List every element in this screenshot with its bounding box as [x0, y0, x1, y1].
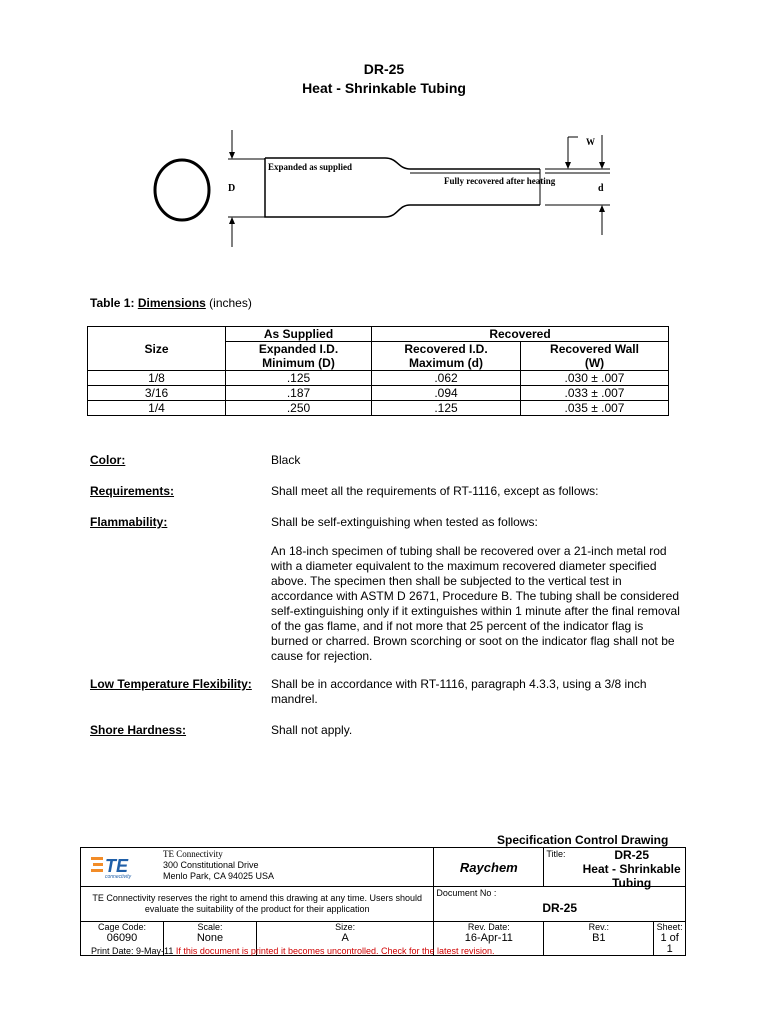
- color-value: Black: [271, 453, 301, 467]
- title-value-1: DR-25: [614, 848, 649, 862]
- flammability-detail: An 18-inch specimen of tubing shall be recovered over a 21-inch metal rod with a diameter equivalent to the maximum recovered diameter specified above. The specimen then shall be subjected to the vertical test in accordance with ASTM D 2671, Procedure B. The tubing shall be considered self-extinguishing only if it extinguishes within 1 minute after the final removal of the gas flame, and if not more that 25 percent of the indicator flag is burned or charred. Brown scorching or soot on the indicator flag shall not be cause for rejection.: [271, 544, 680, 663]
- docno-label: Document No :: [436, 888, 497, 898]
- size-value: A: [341, 932, 349, 944]
- rev-value: B1: [592, 932, 606, 944]
- brand-name: Raychem: [459, 859, 518, 875]
- scale-label: Scale:: [197, 922, 223, 932]
- company-name: TE Connectivity: [163, 849, 223, 859]
- cage-value: 06090: [106, 932, 138, 944]
- sheet-value: 1 of 1: [660, 932, 679, 955]
- requirements-value: Shall meet all the requirements of RT-1116, except as follows:: [271, 484, 599, 498]
- low-temp-value: Shall be in accordance with RT-1116, paragraph 4.3.3, using a 3/8 inch mandrel.: [271, 677, 647, 706]
- col-recovered: Recovered: [372, 327, 669, 342]
- label-D: D: [228, 183, 236, 194]
- footer: [91, 946, 495, 956]
- rev-cell: [544, 922, 654, 956]
- table-row: [88, 371, 669, 386]
- col-expanded-id-line2: Minimum (D): [262, 356, 335, 370]
- revdate-value: 16-Apr-11: [464, 932, 513, 944]
- print-date: Print Date: 9-May-11: [91, 946, 174, 956]
- table-row: [88, 401, 669, 416]
- cell-expanded: .250: [226, 401, 372, 416]
- col-as-supplied: As Supplied: [226, 327, 372, 342]
- cell-size: 3/16: [88, 386, 226, 401]
- col-expanded-id-line1: Expanded I.D.: [258, 342, 339, 356]
- col-recovered-wall-line2: (W): [584, 356, 605, 370]
- color-label: Color:: [90, 453, 126, 467]
- uncontrolled-warning: If this document is printed it becomes uncontrolled. Check for the latest revision.: [175, 946, 495, 956]
- company-cell: [81, 848, 434, 887]
- requirements-label: Requirements:: [90, 484, 175, 498]
- company-address-2: Menlo Park, CA 94025 USA: [163, 871, 275, 881]
- shore-hardness-value: Shall not apply.: [271, 723, 353, 737]
- size-label: Size:: [335, 922, 356, 932]
- col-recovered-wall: [521, 342, 669, 371]
- flammability-value: Shall be self-extinguishing when tested as follows:: [271, 515, 538, 529]
- col-recovered-id: [372, 342, 521, 371]
- cell-recovered-id: .125: [372, 401, 521, 416]
- tube-cross-section: [155, 160, 209, 220]
- cell-expanded: .125: [226, 371, 372, 386]
- rev-label: Rev.:: [588, 922, 609, 932]
- cell-size: 1/4: [88, 401, 226, 416]
- label-d: d: [598, 183, 604, 194]
- docno-value: DR-25: [542, 901, 577, 915]
- docno-cell: [434, 887, 686, 922]
- low-temp-label: Low Temperature Flexibility:: [90, 677, 252, 691]
- col-recovered-wall-line1: Recovered Wall: [550, 342, 639, 356]
- cage-label: Cage Code:: [97, 922, 147, 932]
- title-value-2: Heat - Shrinkable Tubing: [582, 862, 681, 890]
- cell-recovered-id: .062: [372, 371, 521, 386]
- flammability-label: Flammability:: [90, 515, 168, 529]
- label-recovered: Fully recovered after heating: [444, 176, 556, 186]
- label-W: W: [586, 137, 595, 147]
- title-label: Title:: [546, 849, 566, 859]
- tubing-diagram: [140, 125, 620, 250]
- sheet-label: Sheet:: [656, 922, 683, 932]
- label-expanded: Expanded as supplied: [268, 162, 353, 172]
- cell-size: 1/8: [88, 371, 226, 386]
- col-recovered-id-line2: Maximum (d): [408, 356, 483, 370]
- title-block: [80, 847, 686, 956]
- col-recovered-id-line1: Recovered I.D.: [404, 342, 488, 356]
- table-caption-title: Dimensions: [137, 296, 206, 310]
- dimensions-table: [87, 326, 669, 416]
- table-caption: [90, 296, 252, 310]
- te-logo-text: TE: [105, 856, 129, 876]
- col-size: Size: [88, 327, 226, 371]
- cell-recovered-id: .094: [372, 386, 521, 401]
- scale-value: None: [196, 932, 224, 944]
- col-expanded-id: [226, 342, 372, 371]
- te-logo-sub: connectivity: [105, 874, 132, 880]
- cell-wall: .030 ± .007: [521, 371, 669, 386]
- cell-wall: .035 ± .007: [521, 401, 669, 416]
- disclaimer: TE Connectivity reserves the right to amend this drawing at any time. Users should evaluate the suitability of the product for their application: [81, 887, 434, 922]
- company-address-1: 300 Constitutional Drive: [163, 860, 259, 870]
- table-caption-unit: (inches): [209, 296, 252, 310]
- table-row: [88, 386, 669, 401]
- cell-wall: .033 ± .007: [521, 386, 669, 401]
- te-logo: [91, 854, 147, 880]
- document-id-title: DR-25: [363, 61, 405, 77]
- spec-control-drawing-label: Specification Control Drawing: [497, 833, 669, 847]
- title-cell: [544, 848, 686, 890]
- revdate-label: Rev. Date:: [467, 922, 510, 932]
- document-title: Heat - Shrinkable Tubing: [302, 80, 466, 96]
- table-caption-prefix: Table 1:: [90, 296, 135, 310]
- sheet-cell: [654, 922, 686, 956]
- shore-hardness-label: Shore Hardness:: [90, 723, 187, 737]
- cell-expanded: .187: [226, 386, 372, 401]
- brand-cell: [434, 848, 544, 887]
